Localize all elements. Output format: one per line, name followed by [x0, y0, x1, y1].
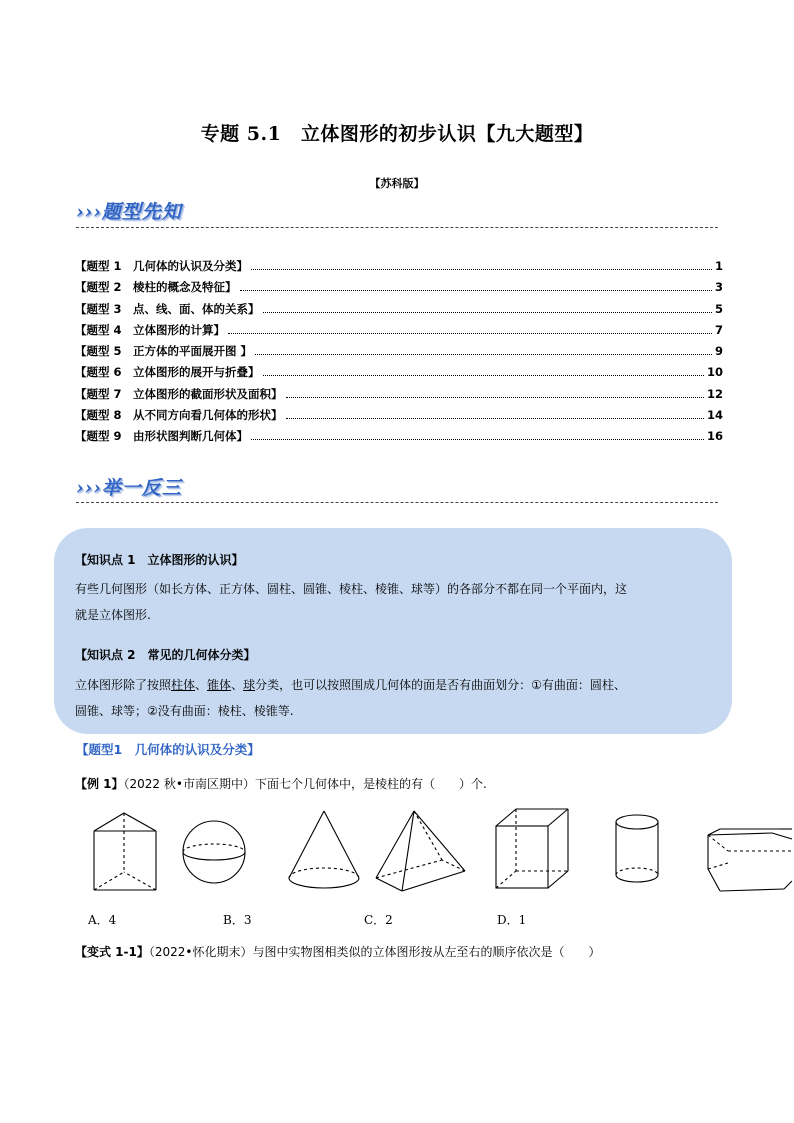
- overview-banner: ›››题型先知: [76, 201, 182, 223]
- knowledge-text-line: [75, 672, 725, 698]
- text-segment: 、: [195, 678, 208, 692]
- knowledge-point-2-title: 【知识点 2 常见的几何体分类】: [75, 648, 256, 662]
- toc-entry-page: 1: [714, 259, 723, 273]
- page-title: 专题 5.1 立体图形的初步认识【九大题型】: [200, 123, 594, 145]
- edition-label: 【苏科版】: [369, 177, 425, 190]
- pentagonal-prism-figure: [708, 829, 792, 891]
- toc-leader: [263, 375, 704, 376]
- toc-entry-page: 14: [706, 408, 723, 423]
- practice-divider: [76, 502, 718, 503]
- option-d[interactable]: D．1: [497, 913, 527, 927]
- toc-entry-label: 【题型 5 正方体的平面展开图 】: [75, 344, 253, 359]
- toc-entry[interactable]: [75, 407, 723, 428]
- underlined-term: 球: [243, 678, 256, 692]
- example-label: 【例 1】: [75, 777, 124, 791]
- pyramid-figure: [376, 811, 465, 891]
- overview-divider: [76, 227, 718, 228]
- knowledge-point-1-body: [75, 576, 725, 628]
- toc-leader: [240, 290, 712, 291]
- text-segment: 、: [231, 678, 244, 692]
- example-text: （2022 秋•市南区期中）下面七个几何体中，是棱柱的有（ ）个.: [123, 777, 487, 791]
- toc-entry[interactable]: [75, 343, 723, 364]
- toc-entry-label: 【题型 7 立体图形的截面形状及面积】: [75, 386, 283, 401]
- toc-entry-page: 9: [714, 344, 723, 359]
- toc-entry-label: 【题型 3 点、线、面、体的关系】: [75, 301, 260, 316]
- knowledge-point-1-title: 【知识点 1 立体图形的认识】: [75, 553, 244, 567]
- toc-leader: [286, 397, 704, 398]
- toc-entry[interactable]: [75, 258, 723, 279]
- example-question: [75, 775, 487, 792]
- toc-entry[interactable]: [75, 364, 723, 385]
- triangular-prism-figure: [94, 813, 156, 890]
- knowledge-point-2-body: [75, 672, 725, 724]
- cube-figure: [496, 809, 568, 888]
- toc-leader: [255, 354, 712, 355]
- underlined-term: 柱体: [171, 678, 196, 692]
- toc-entry-page: 7: [714, 322, 723, 337]
- toc-leader: [251, 439, 704, 440]
- underlined-term: 锥体: [207, 678, 232, 692]
- practice-banner: ›››举一反三: [76, 477, 182, 499]
- option-a[interactable]: A．4: [88, 913, 117, 927]
- variant-label: 【变式 1-1】: [75, 945, 149, 959]
- section-heading: 【题型1 几何体的认识及分类】: [76, 742, 260, 757]
- toc-entry-label: 【题型 1 几何体的认识及分类】: [75, 259, 249, 273]
- text-segment: 分类，也可以按照围成几何体的面是否有曲面划分：①有曲面：圆柱、: [255, 678, 626, 692]
- toc-entry[interactable]: [75, 428, 723, 449]
- toc-entry-label: 【题型 8 从不同方向看几何体的形状】: [75, 408, 283, 423]
- cone-figure: [289, 811, 359, 888]
- option-c[interactable]: C．2: [364, 913, 393, 927]
- toc-entry[interactable]: [75, 279, 723, 300]
- toc-entry-page: 3: [714, 280, 723, 295]
- toc-entry-page: 5: [714, 301, 723, 316]
- toc-entry-label: 【题型 9 由形状图判断几何体】: [75, 429, 249, 444]
- knowledge-text-line: 就是立体图形.: [75, 608, 151, 622]
- toc-leader: [251, 269, 712, 270]
- toc-entry[interactable]: [75, 301, 723, 322]
- table-of-contents: [75, 258, 723, 450]
- toc-entry-label: 【题型 2 棱柱的概念及特征】: [75, 280, 237, 295]
- text-segment: 立体图形除了按照: [75, 678, 172, 692]
- toc-leader: [228, 333, 712, 334]
- toc-entry[interactable]: [75, 386, 723, 407]
- toc-entry-page: 12: [706, 386, 723, 401]
- knowledge-text-line: 有些几何图形（如长方体、正方体、圆柱、圆锥、棱柱、棱锥、球等）的各部分不都在同一个平面内，这: [75, 582, 628, 596]
- toc-entry-label: 【题型 4 立体图形的计算】: [75, 322, 226, 337]
- variant-question: [75, 943, 600, 960]
- sphere-figure: [183, 821, 245, 883]
- toc-entry-label: 【题型 6 立体图形的展开与折叠】: [75, 365, 260, 380]
- shapes-figure: [0, 805, 794, 905]
- cylinder-figure: [616, 815, 658, 882]
- toc-entry[interactable]: [75, 322, 723, 343]
- variant-text: （2022•怀化期末）与图中实物图相类似的立体图形按从左至右的顺序依次是（ ）: [148, 945, 601, 959]
- toc-entry-page: 10: [706, 365, 723, 380]
- toc-entry-page: 16: [706, 429, 723, 444]
- toc-leader: [286, 418, 704, 419]
- option-b[interactable]: B．3: [223, 913, 252, 927]
- toc-leader: [263, 312, 712, 313]
- knowledge-text-line: 圆锥、球等；②没有曲面：棱柱、棱锥等.: [75, 704, 294, 718]
